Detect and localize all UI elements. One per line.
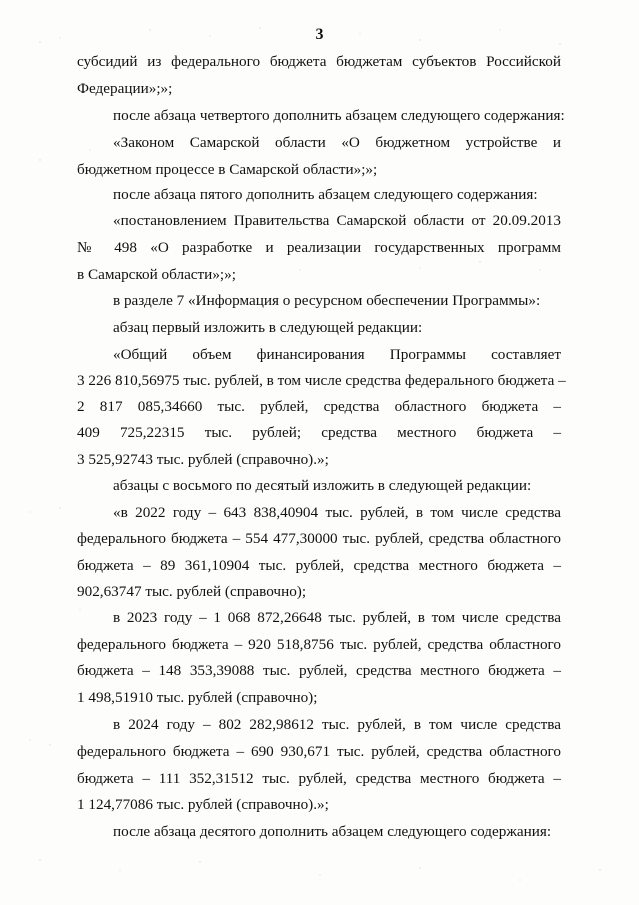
text-line: бюджета – 148 353,39088 тыс. рублей, средства местного бюджета – — [77, 662, 561, 679]
text-line: 409 725,22315 тыс. рублей; средства местного бюджета – — [77, 424, 561, 441]
text-line: 1 498,51910 тыс. рублей (справочно); — [77, 689, 318, 706]
text-line: в 2023 году – 1 068 872,26648 тыс. рублей, в том числе средства — [113, 609, 561, 626]
text-line: 1 124,77086 тыс. рублей (справочно).»; — [77, 796, 329, 813]
text-line: 3 525,92743 тыс. рублей (справочно).»; — [77, 451, 329, 468]
text-line: «Законом Самарской области «О бюджетном устройстве и — [113, 134, 561, 151]
text-line: после абзаца десятого дополнить абзацем следующего содержания: — [113, 823, 552, 840]
text-line: «в 2022 году – 643 838,40904 тыс. рублей, в том числе средства — [113, 504, 561, 521]
text-line: федерального бюджета – 554 477,30000 тыс. рублей, средства областного — [77, 530, 561, 547]
text-line: 3 226 810,56975 тыс. рублей, в том числе средства федерального бюджета – — [77, 372, 566, 389]
text-line: бюджета – 111 352,31512 тыс. рублей, средства местного бюджета – — [77, 770, 561, 787]
text-line: «постановлением Правительства Самарской области от 20.09.2013 — [113, 212, 561, 229]
text-line: абзац первый изложить в следующей редакции: — [113, 319, 423, 336]
text-line: 902,63747 тыс. рублей (справочно); — [77, 583, 307, 600]
text-line: № 498 «О разработке и реализации государственных программ — [77, 239, 561, 256]
text-line: субсидий из федерального бюджета бюджетам субъектов Российской — [77, 53, 561, 70]
text-line: федерального бюджета – 690 930,671 тыс. рублей, средства областного — [77, 743, 561, 760]
text-line: Федерации»;»; — [77, 80, 173, 97]
text-line: «Общий объем финансирования Программы составляет — [113, 346, 561, 363]
page-number: 3 — [315, 26, 324, 43]
text-line: абзацы с восьмого по десятый изложить в следующей редакции: — [113, 477, 532, 494]
text-line: в 2024 году – 802 282,98612 тыс. рублей, в том числе средства — [113, 716, 561, 733]
text-line: после абзаца пятого дополнить абзацем следующего содержания: — [113, 186, 538, 203]
text-line: в Самарской области»;»; — [77, 266, 236, 283]
text-line: бюджетном процессе в Самарской области»;»; — [77, 161, 378, 178]
text-line: в разделе 7 «Информация о ресурсном обеспечении Программы»: — [113, 292, 541, 309]
text-line: после абзаца четвертого дополнить абзацем следующего содержания: — [113, 107, 565, 124]
text-line: федерального бюджета – 920 518,8756 тыс. рублей, средства областного — [77, 636, 561, 653]
text-line: 2 817 085,34660 тыс. рублей, средства областного бюджета – — [77, 398, 561, 415]
text-line: бюджета – 89 361,10904 тыс. рублей, средства местного бюджета – — [77, 557, 561, 574]
